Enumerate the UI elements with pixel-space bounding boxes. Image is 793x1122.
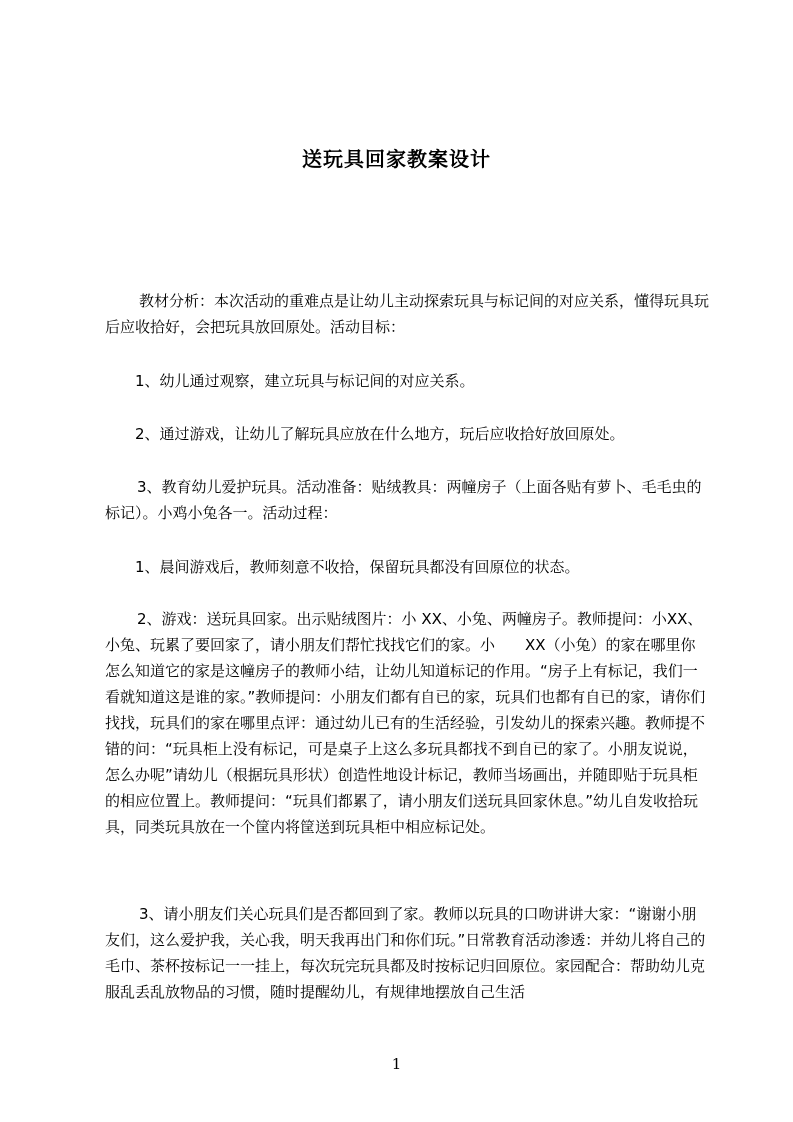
paragraph-process-2: 2、游戏：送玩具回家。出示贴绒图片：小 XX、小兔、两幢房子。教师提问：小XX、小兔、玩累了要回家了，请小朋友们帮忙找找它们的家。小 XX（小兔）的家在哪里你怎么知道它的家是这幢房子的教师小结，让幼儿知道标记的作用。“房子上有标记，我们一看就知道这是谁的家。”教师提问：小朋友们都有自已的家，玩具们也都有自已的家，请你们找找，玩具们的家在哪里点评：通过幼儿已有的生活经验，引发幼儿的探索兴趣。教师提不错的问：“玩具柜上没有标记，可是桌子上这么多玩具都找不到自已的家了。小朋友说说，怎么办呢”请幼儿（根据玩具形状）创造性地设计标记，教师当场画出，并随即贴于玩具柜的相应位置上。教师提问：“玩具们都累了，请小朋友们送玩具回家休息。”幼儿自发收拾玩具，同类玩具放在一个筐内将筐送到玩具柜中相应标记处。 <box>105 610 706 836</box>
paragraph-goal-2: 2、通过游戏，让幼儿了解玩具应放在什么地方，玩后应收拾好放回原处。 <box>135 425 625 443</box>
paragraph-material-analysis: 教材分析：本次活动的重难点是让幼儿主动探索玩具与标记间的对应关系，懂得玩具玩后应收拾好，会把玩具放回原处。活动目标： <box>105 292 710 336</box>
paragraph-process-1: 1、晨间游戏后，教师刻意不收拾，保留玩具都没有回原位的状态。 <box>135 558 580 576</box>
document-title: 送玩具回家教案设计 <box>302 147 491 171</box>
paragraph-goal-3-preparation: 3、教育幼儿爱护玩具。活动准备：贴绒教具：两幢房子（上面各贴有萝卜、毛毛虫的标记）。小鸡小兔各一。活动过程： <box>105 478 702 522</box>
paragraph-process-3: 3、请小朋友们关心玩具们是否都回到了家。教师以玩具的口吻讲讲大家：“谢谢小朋友们，这么爱护我，关心我，明天我再出门和你们玩。”日常教育活动渗透：并幼儿将自己的毛巾、茶杯按标记一一挂上，每次玩完玩具都及时按标记归回原位。家园配合：帮助幼儿克服乱丢乱放物品的习惯，随时提醒幼儿，有规律地摆放自己生活 <box>105 905 706 1001</box>
paragraph-goal-1: 1、幼儿通过观察，建立玩具与标记间的对应关系。 <box>135 372 475 390</box>
page-number: 1 <box>391 1055 402 1073</box>
